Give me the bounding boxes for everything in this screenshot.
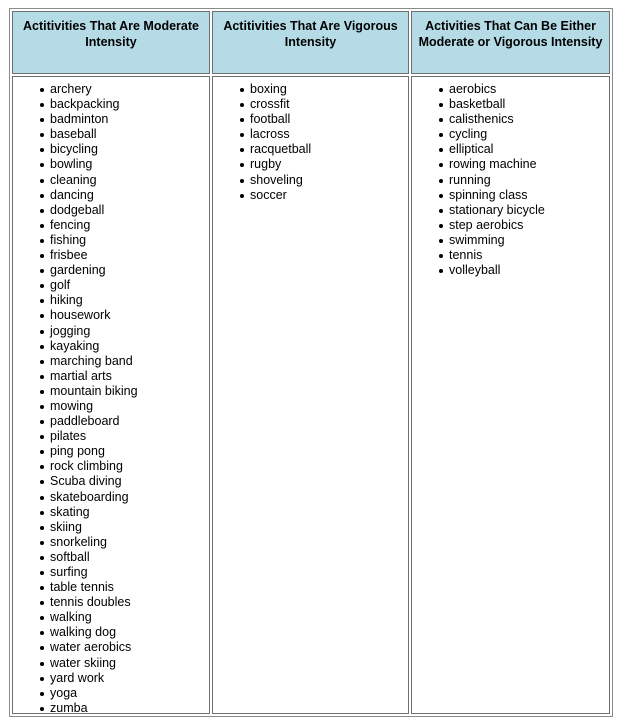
list-item: basketball (412, 97, 609, 112)
list-item: skiing (13, 520, 209, 535)
list-item: housework (13, 308, 209, 323)
list-item: badminton (13, 112, 209, 127)
list-item: rock climbing (13, 459, 209, 474)
vigorous-list (213, 77, 408, 203)
list-item: tennis (412, 248, 609, 263)
list-item: racquetball (213, 142, 408, 157)
list-item: Scuba diving (13, 474, 209, 489)
list-item: jogging (13, 324, 209, 339)
list-item: skateboarding (13, 490, 209, 505)
list-item: backpacking (13, 97, 209, 112)
list-item: lacross (213, 127, 408, 142)
list-item: archery (13, 82, 209, 97)
list-item: martial arts (13, 369, 209, 384)
list-item: yard work (13, 671, 209, 686)
list-item: water skiing (13, 656, 209, 671)
list-item: cleaning (13, 173, 209, 188)
column-either (411, 76, 610, 714)
header-vigorous: Actitivities That Are Vigorous Intensity (212, 11, 409, 74)
list-item: bicycling (13, 142, 209, 157)
list-item: mountain biking (13, 384, 209, 399)
list-item: surfing (13, 565, 209, 580)
list-item: soccer (213, 188, 408, 203)
column-vigorous (212, 76, 409, 714)
list-item: rowing machine (412, 157, 609, 172)
list-item: gardening (13, 263, 209, 278)
list-item: frisbee (13, 248, 209, 263)
list-item: tennis doubles (13, 595, 209, 610)
list-item: fishing (13, 233, 209, 248)
list-item: dodgeball (13, 203, 209, 218)
list-item: step aerobics (412, 218, 609, 233)
list-item: kayaking (13, 339, 209, 354)
list-item: football (213, 112, 408, 127)
list-item: snorkeling (13, 535, 209, 550)
list-item: volleyball (412, 263, 609, 278)
list-item: swimming (412, 233, 609, 248)
list-item: zumba (13, 701, 209, 716)
list-item: crossfit (213, 97, 408, 112)
list-item: aerobics (412, 82, 609, 97)
list-item: table tennis (13, 580, 209, 595)
list-item: baseball (13, 127, 209, 142)
list-item: elliptical (412, 142, 609, 157)
list-item: rugby (213, 157, 408, 172)
list-item: water aerobics (13, 640, 209, 655)
list-item: walking dog (13, 625, 209, 640)
list-item: boxing (213, 82, 408, 97)
list-item: softball (13, 550, 209, 565)
activity-table (9, 8, 613, 717)
list-item: skating (13, 505, 209, 520)
list-item: marching band (13, 354, 209, 369)
list-item: calisthenics (412, 112, 609, 127)
either-list (412, 77, 609, 278)
list-item: fencing (13, 218, 209, 233)
list-item: running (412, 173, 609, 188)
moderate-list (13, 77, 209, 716)
list-item: walking (13, 610, 209, 625)
list-item: stationary bicycle (412, 203, 609, 218)
list-item: ping pong (13, 444, 209, 459)
list-item: bowling (13, 157, 209, 172)
list-item: hiking (13, 293, 209, 308)
table-grid (12, 11, 610, 714)
list-item: cycling (412, 127, 609, 142)
header-moderate: Actitivities That Are Moderate Intensity (12, 11, 210, 74)
header-either: Activities That Can Be Either Moderate or Vigorous Intensity (411, 11, 610, 74)
list-item: pilates (13, 429, 209, 444)
list-item: shoveling (213, 173, 408, 188)
list-item: dancing (13, 188, 209, 203)
list-item: mowing (13, 399, 209, 414)
list-item: paddleboard (13, 414, 209, 429)
list-item: spinning class (412, 188, 609, 203)
list-item: golf (13, 278, 209, 293)
list-item: yoga (13, 686, 209, 701)
column-moderate (12, 76, 210, 714)
